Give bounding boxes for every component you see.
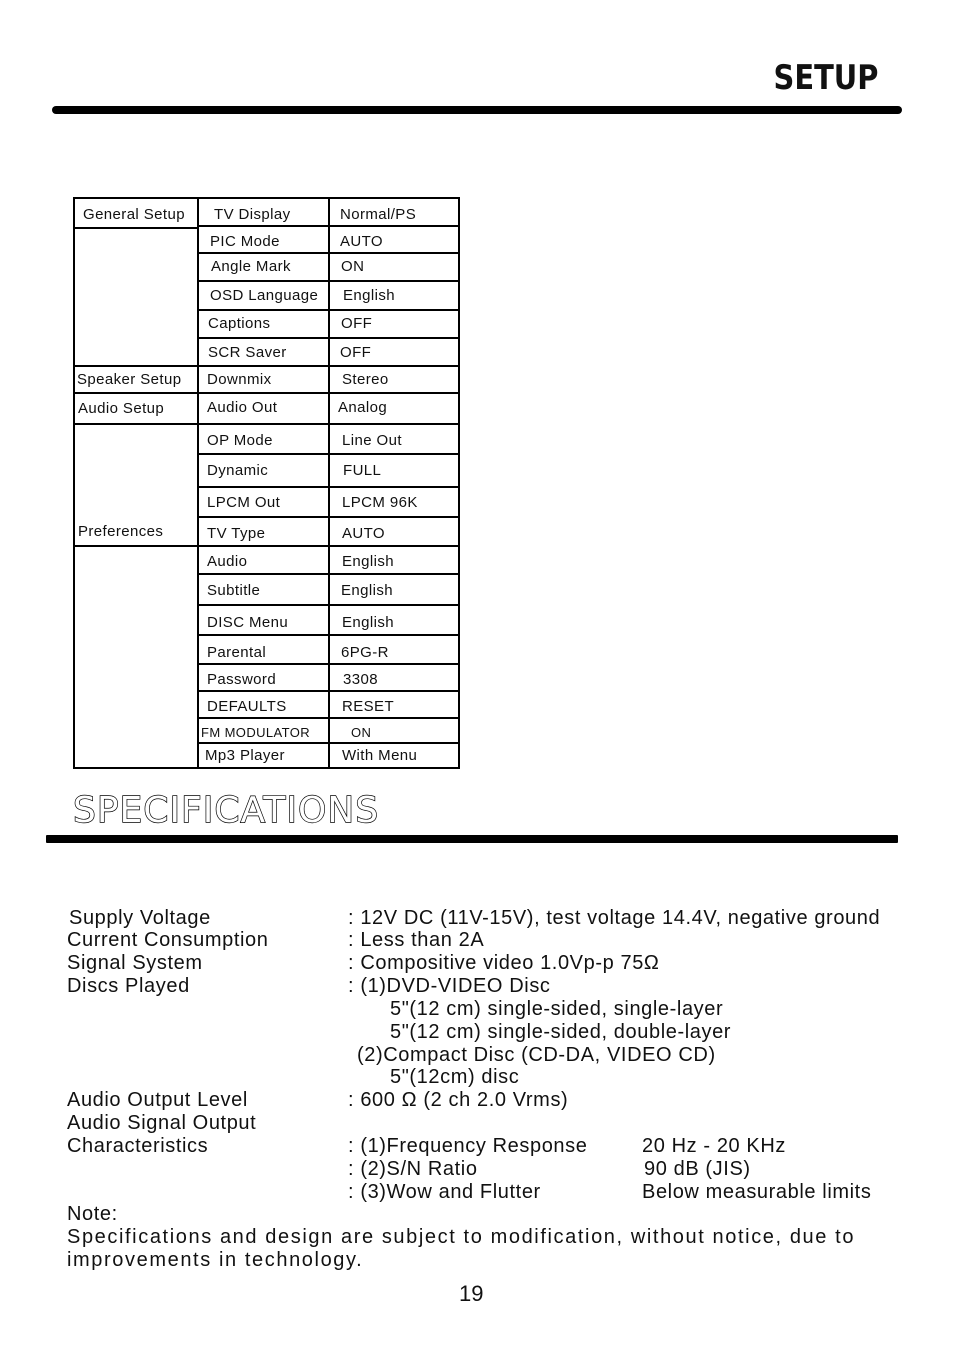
table-row-divider: [197, 453, 460, 455]
setup-item-lpcm-out: LPCM Out: [207, 494, 281, 511]
spec-label-signal-system: Signal System: [67, 952, 203, 974]
setup-value-disc-menu: English: [342, 614, 394, 631]
setup-item-tv-type: TV Type: [207, 525, 266, 542]
setup-value-fm-modulator: ON: [351, 725, 372, 740]
table-row-divider: [197, 309, 460, 311]
setup-value-lpcm-out: LPCM 96K: [342, 494, 418, 511]
spec-value-compact-disc: (2)Compact Disc (CD-DA, VIDEO CD): [357, 1044, 716, 1066]
setup-item-osd-language: OSD Language: [210, 287, 319, 304]
table-row-divider: [197, 337, 460, 339]
table-row-divider: [197, 663, 460, 665]
setup-value-pic-mode: AUTO: [340, 233, 383, 250]
table-row-divider: [75, 545, 460, 547]
specifications-divider: [46, 835, 898, 843]
setup-value-audio-out: Analog: [338, 399, 388, 416]
setup-value-angle-mark: ON: [341, 258, 365, 275]
spec-label-discs-played: Discs Played: [67, 975, 190, 997]
spec-value-cd-size: 5"(12cm) disc: [390, 1066, 520, 1088]
section-label-speaker-setup: Speaker Setup: [77, 371, 182, 388]
setup-value-osd-language: English: [343, 287, 395, 304]
spec-value-disc-double-layer: 5"(12 cm) single-sided, double-layer: [390, 1021, 732, 1043]
setup-value-captions: OFF: [341, 315, 373, 332]
spec-value-frequency-response: : (1)Frequency Response: [348, 1135, 588, 1157]
setup-item-password: Password: [207, 671, 277, 688]
setup-item-audio-out: Audio Out: [207, 399, 278, 416]
table-row-divider: [197, 280, 460, 282]
setup-item-pic-mode: PIC Mode: [210, 233, 280, 250]
spec-value-discs-played: : (1)DVD-VIDEO Disc: [348, 975, 551, 997]
setup-value-scr-saver: OFF: [340, 344, 372, 361]
setup-item-mp3-player: Mp3 Player: [205, 747, 285, 764]
setup-item-scr-saver: SCR Saver: [208, 344, 287, 361]
note-text-line-1: Specifications and design are subject to modification, without notice, due to: [67, 1226, 856, 1248]
table-row-divider: [197, 690, 460, 692]
spec-label-audio-output-level: Audio Output Level: [67, 1089, 248, 1111]
setup-value-audio: English: [342, 553, 394, 570]
spec-value-current-consumption: : Less than 2A: [348, 929, 485, 951]
setup-value-dynamic: FULL: [343, 462, 382, 479]
setup-item-op-mode: OP Mode: [207, 432, 273, 449]
spec-value-sn-ratio: : (2)S/N Ratio: [348, 1158, 478, 1180]
setup-item-downmix: Downmix: [207, 371, 272, 388]
spec-label-characteristics: Characteristics: [67, 1135, 209, 1157]
spec-value-audio-output-level: : 600 Ω (2 ch 2.0 Vrms): [348, 1089, 569, 1111]
note-text-line-2: improvements in technology.: [67, 1249, 364, 1271]
setup-item-subtitle: Subtitle: [207, 582, 261, 599]
setup-value-downmix: Stereo: [342, 371, 389, 388]
setup-value-mp3-player: With Menu: [342, 747, 418, 764]
table-column-divider: [197, 199, 199, 767]
setup-item-dynamic: Dynamic: [207, 462, 269, 479]
spec-extra-wow-flutter: Below measurable limits: [642, 1181, 872, 1203]
table-row-divider: [75, 227, 197, 229]
setup-item-defaults: DEFAULTS: [207, 698, 287, 715]
note-label: Note:: [67, 1203, 118, 1225]
spec-label-current-consumption: Current Consumption: [67, 929, 269, 951]
table-row-divider: [197, 742, 460, 744]
specifications-title: SPECIFICATIONS: [73, 790, 380, 831]
spec-extra-frequency-response: 20 Hz - 20 KHz: [642, 1135, 787, 1157]
setup-value-tv-display: Normal/PS: [340, 206, 417, 223]
table-column-divider: [328, 199, 330, 767]
section-label-audio-setup: Audio Setup: [78, 400, 165, 417]
page-number: 19: [459, 1281, 484, 1306]
setup-value-parental: 6PG-R: [341, 644, 389, 661]
setup-menu-table: [73, 197, 460, 769]
setup-value-defaults: RESET: [342, 698, 395, 715]
spec-label-supply-voltage: Supply Voltage: [69, 907, 211, 929]
setup-item-tv-display: TV Display: [214, 206, 291, 223]
table-row-divider: [197, 717, 460, 719]
spec-value-disc-single-layer: 5"(12 cm) single-sided, single-layer: [390, 998, 724, 1020]
table-row-divider: [197, 604, 460, 606]
top-divider: [52, 106, 902, 114]
spec-label-audio-signal-output: Audio Signal Output: [67, 1112, 257, 1134]
table-row-divider: [197, 252, 460, 254]
setup-item-fm-modulator: FM MODULATOR: [201, 725, 311, 740]
setup-item-disc-menu: DISC Menu: [207, 614, 289, 631]
spec-extra-sn-ratio: 90 dB (JIS): [644, 1158, 751, 1180]
table-row-divider: [197, 573, 460, 575]
setup-item-parental: Parental: [207, 644, 267, 661]
setup-value-op-mode: Line Out: [342, 432, 402, 449]
table-row-divider: [197, 516, 460, 518]
page-title: SETUP: [773, 58, 878, 98]
setup-value-subtitle: English: [341, 582, 393, 599]
table-row-divider: [197, 634, 460, 636]
table-row-divider: [75, 423, 460, 425]
spec-value-signal-system: : Compositive video 1.0Vp-p 75Ω: [348, 952, 660, 974]
spec-value-wow-flutter: : (3)Wow and Flutter: [348, 1181, 541, 1203]
setup-item-captions: Captions: [208, 315, 271, 332]
table-row-divider: [197, 486, 460, 488]
section-label-preferences: Preferences: [78, 523, 164, 540]
table-row-divider: [75, 392, 460, 394]
table-row-divider: [75, 365, 460, 367]
table-row-divider: [197, 225, 460, 227]
setup-value-tv-type: AUTO: [342, 525, 385, 542]
section-label-general-setup: General Setup: [83, 206, 185, 223]
setup-value-password: 3308: [343, 671, 378, 688]
setup-item-audio: Audio: [207, 553, 248, 570]
setup-item-angle-mark: Angle Mark: [211, 258, 291, 275]
spec-value-supply-voltage: : 12V DC (11V-15V), test voltage 14.4V, negative ground: [348, 907, 881, 929]
